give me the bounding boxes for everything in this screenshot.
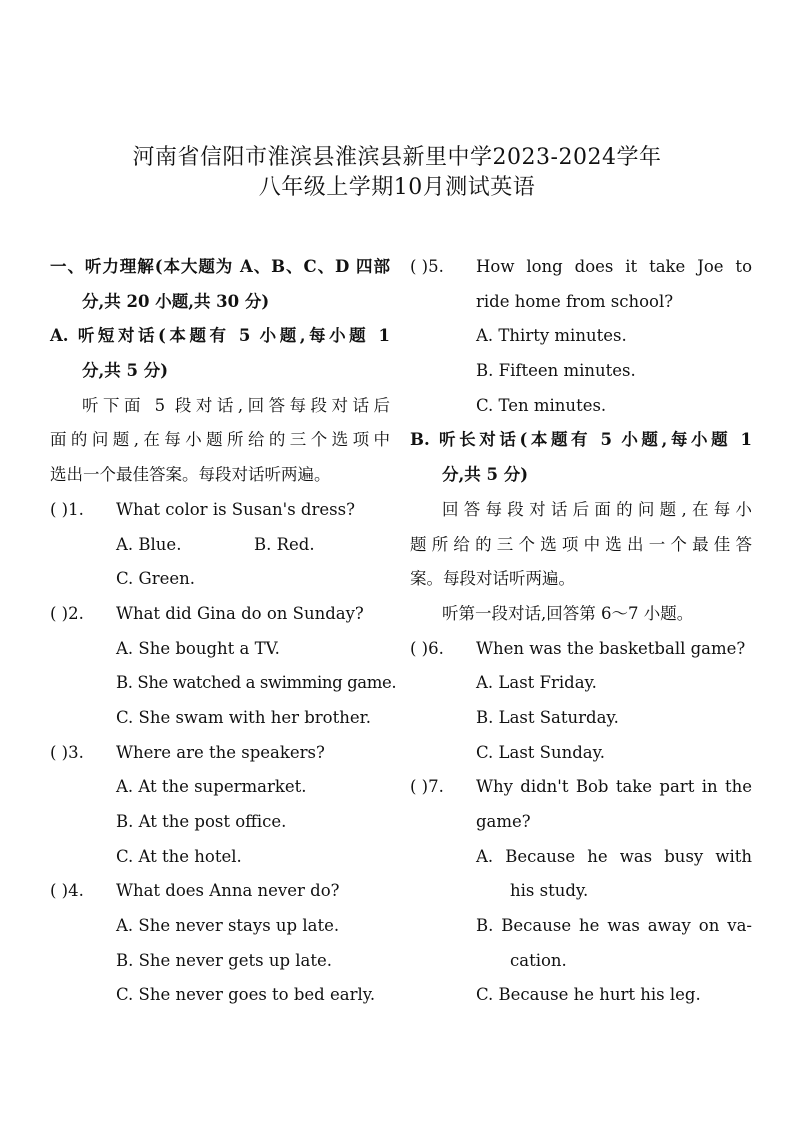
section-heading: 一、听力理解(本大题为 A、B、C、D 四部 [50,257,390,276]
question-2 [50,597,390,632]
option-b: B. Red. [254,534,315,554]
question-text: What does Anna never do? [116,881,340,901]
option-a: A. Blue. [116,534,182,554]
answer-blank[interactable]: ( )5. [410,257,444,276]
instructions-line: 听第一段对话,回答第 6～7 小题。 [442,603,694,623]
answer-blank[interactable]: ( )7. [410,777,444,797]
question-text: Why didn't Bob take part in the [476,777,752,797]
option-row [50,528,390,563]
answer-blank[interactable]: ( )3. [50,742,84,762]
option-c: C. Green. [116,569,195,589]
question-text: When was the basketball game? [476,638,746,658]
question-text: What color is Susan's dress? [116,499,355,519]
option-a: A. Last Friday. [476,673,597,693]
answer-blank[interactable]: ( )4. [50,881,84,901]
answer-blank[interactable]: ( )6. [410,638,444,658]
part-b-heading: B. 听长对话(本题有 5 小题,每小题 1 [410,430,752,450]
option-c: C. She never goes to bed early. [116,985,376,1005]
question-3 [50,736,390,771]
option-b: B. She watched a swimming game. [116,673,397,693]
option-a: A. She never stays up late. [116,916,340,936]
section-heading-cont: 分,共 20 小题,共 30 分) [82,291,270,311]
question-text: How long does it take Joe to [476,257,752,276]
option-a-cont: his study. [510,881,589,901]
question-text-cont: ride home from school? [476,291,674,311]
option-b: B. Last Saturday. [476,707,619,727]
option-c: C. She swam with her brother. [116,707,371,727]
option-b: B. Fifteen minutes. [476,361,636,381]
question-4 [50,874,390,909]
left-column [50,250,397,1013]
option-b-cont: cation. [510,950,567,970]
question-1 [50,493,390,528]
question-text: What did Gina do on Sunday? [116,603,364,623]
part-a-heading: A. 听短对话(本题有 5 小题,每小题 1 [50,326,390,346]
option-c: C. At the hotel. [116,846,242,866]
question-7 [410,770,752,805]
instructions-line: 面的问题,在每小题所给的三个选项中 [50,430,390,450]
option-a: A. At the supermarket. [116,777,307,797]
answer-blank[interactable]: ( )2. [50,603,84,623]
question-text-cont: game? [476,812,531,831]
option-a: A. She bought a TV. [116,638,280,658]
instructions-line: 选出一个最佳答案。每段对话听两遍。 [50,465,331,485]
option-c: C. Last Sunday. [476,742,605,762]
question-5 [410,250,752,285]
option-b: B. At the post office. [116,812,287,831]
option-b: B. Because he was away on va- [476,916,752,936]
page-title-line-2: 八年级上学期10月测试英语 [258,175,536,200]
instructions-line: 回答每段对话后面的问题,在每小 [442,499,752,519]
option-a: A. Thirty minutes. [476,326,627,346]
part-a-heading-cont: 分,共 5 分) [82,361,169,381]
right-column [410,250,752,1013]
answer-blank[interactable]: ( )1. [50,499,84,519]
option-b: B. She never gets up late. [116,950,333,970]
question-text: Where are the speakers? [116,742,325,762]
instructions-line: 听下面 5 段对话,回答每段对话后 [82,395,390,415]
option-c: C. Because he hurt his leg. [476,985,701,1005]
option-c: C. Ten minutes. [476,395,607,415]
instructions-line: 题所给的三个选项中选出一个最佳答 [410,534,752,554]
question-6 [410,632,752,667]
instructions-line: 案。每段对话听两遍。 [410,569,575,589]
part-b-heading-cont: 分,共 5 分) [442,465,529,485]
page-title-line-1: 河南省信阳市淮滨县淮滨县新里中学2023-2024学年 [132,145,662,170]
option-a: A. Because he was busy with [476,846,752,866]
